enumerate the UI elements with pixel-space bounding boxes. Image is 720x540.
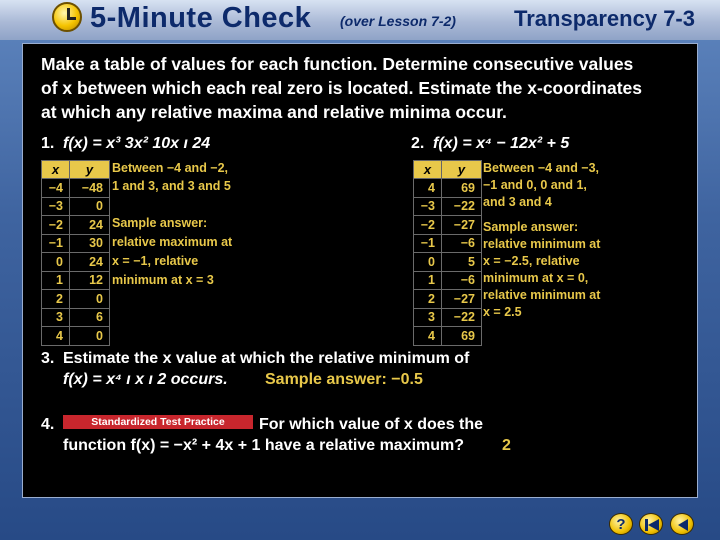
problem-2-answer-4: Sample answer: — [483, 220, 579, 234]
table-row: −2 24 — [42, 216, 110, 235]
problem-1-answer-6: x = −1, relative — [112, 254, 199, 268]
problem-4-number: 4. — [41, 416, 55, 433]
problem-2-answer-6: x = −2.5, relative — [483, 254, 580, 268]
previous-button[interactable] — [670, 513, 694, 535]
play-left-icon — [675, 518, 691, 532]
problem-2-answer-2: −1 and 0, 0 and 1, — [483, 178, 587, 192]
problem-3-line-1: Estimate the x value at which the relative minimum of — [63, 350, 470, 367]
problem-1-answer-7: minimum at x = 3 — [112, 273, 214, 287]
problem-3-number: 3. — [41, 350, 55, 367]
problem-2-answer-5: relative minimum at — [483, 237, 601, 251]
instruction-line-1: Make a table of values for each function. Determine consecutive values — [41, 54, 634, 74]
problem-1-answer-5: relative maximum at — [112, 235, 233, 249]
problem-4-line-1: For which value of x does the — [259, 416, 484, 433]
table-row: −1 −6 — [414, 234, 482, 253]
help-button[interactable] — [609, 513, 633, 535]
problem-3-answer: Sample answer: −0.5 — [265, 371, 423, 388]
table-row: 4 69 — [414, 179, 482, 198]
table-row: 0 5 — [414, 253, 482, 272]
problem-2-answer-7: minimum at x = 0, — [483, 271, 589, 285]
table-header-x: x — [42, 161, 70, 179]
header-bar — [0, 0, 720, 40]
problem-4-line-2: function f(x) = −x² + 4x + 1 have a relative maximum? — [63, 437, 465, 454]
table-header-x: x — [414, 161, 442, 179]
problem-1-answer-2: 1 and 3, and 3 and 5 — [112, 179, 231, 193]
problem-1-number: 1. — [41, 135, 55, 152]
question-icon: ? — [616, 516, 626, 533]
instruction-line-3: at which any relative maxima and relative minima occur. — [41, 102, 507, 122]
page-title: 5-Minute Check — [90, 2, 312, 34]
table-row: 4 0 — [42, 327, 110, 346]
table-header-y: y — [70, 161, 110, 179]
table-row: 2 −27 — [414, 290, 482, 309]
table-row: 4 69 — [414, 327, 482, 346]
problem-2-table — [413, 160, 482, 346]
content-panel — [22, 43, 698, 498]
problem-1-function: f(x) = x³ 3x² 10x ı 24 — [63, 135, 211, 152]
standardized-test-badge: Standardized Test Practice — [63, 415, 253, 429]
problem-4-answer: 2 — [502, 437, 511, 454]
problem-3-line-2: f(x) = x⁴ ı x ı 2 occurs. — [63, 371, 228, 388]
transparency-label: Transparency 7-3 — [514, 6, 695, 31]
problem-1-answer-4: Sample answer: — [112, 216, 208, 230]
rewind-icon — [644, 518, 660, 532]
problem-1-table — [41, 160, 110, 346]
table-row: −2 −27 — [414, 216, 482, 235]
problem-2-function: f(x) = x⁴ − 12x² + 5 — [433, 135, 570, 152]
back-button[interactable] — [639, 513, 663, 535]
clock-icon — [52, 2, 82, 32]
problem-2-answer-8: relative minimum at — [483, 288, 601, 302]
problem-1-answer-1: Between −4 and −2, — [112, 161, 229, 175]
problem-2-number: 2. — [411, 135, 425, 152]
lesson-subtitle: (over Lesson 7-2) — [340, 13, 456, 29]
table-row: −3 −22 — [414, 197, 482, 216]
problem-2-answer-9: x = 2.5 — [483, 305, 522, 319]
table-row: −3 0 — [42, 197, 110, 216]
table-row: 3 −22 — [414, 308, 482, 327]
table-row: 0 24 — [42, 253, 110, 272]
table-row: −1 30 — [42, 234, 110, 253]
table-row: 1 −6 — [414, 271, 482, 290]
problem-2-answer-3: and 3 and 4 — [483, 195, 552, 209]
table-row: 2 0 — [42, 290, 110, 309]
problem-2-answer-1: Between −4 and −3, — [483, 161, 600, 175]
table-row: 3 6 — [42, 308, 110, 327]
table-header-y: y — [442, 161, 482, 179]
table-row: −4 −48 — [42, 179, 110, 198]
instruction-line-2: of x between which each real zero is located. Estimate the x-coordinates — [41, 78, 643, 98]
table-row: 1 12 — [42, 271, 110, 290]
